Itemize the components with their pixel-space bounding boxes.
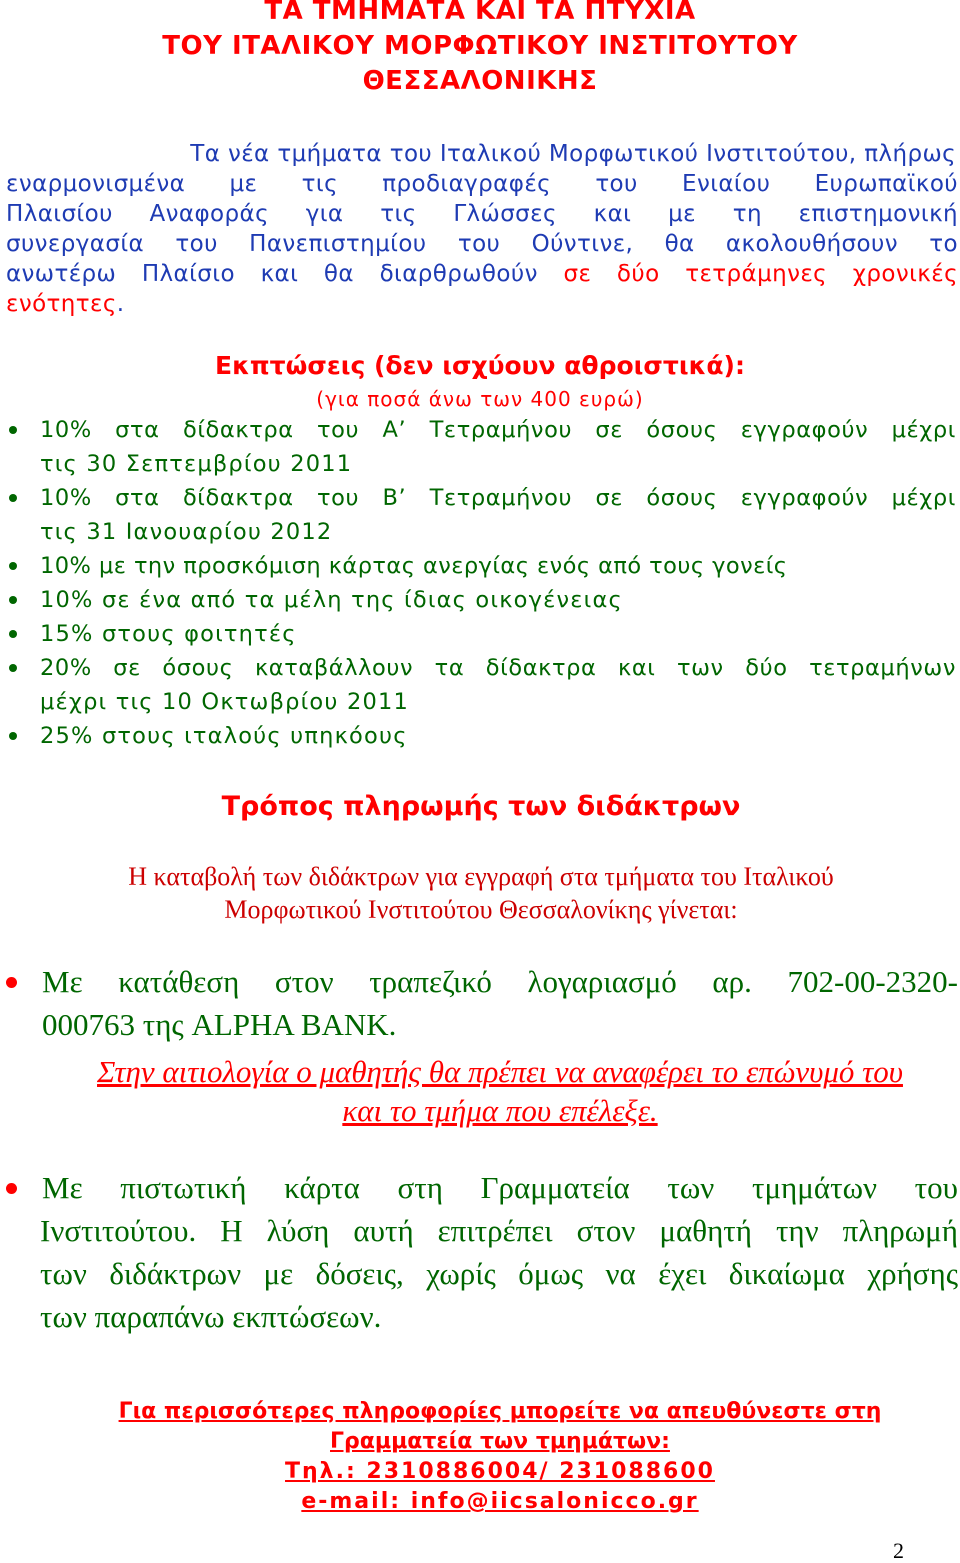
bullet-icon <box>9 494 17 502</box>
payment-title: Τρόπος πληρωμής των διδάκτρων <box>221 791 741 822</box>
credit-card-text: Με πιστωτική κάρτα στη Γραμματεία των τμημάτων του <box>42 1170 958 1205</box>
contact-block <box>0 1397 960 1517</box>
intro-line-2: εναρμονισμένα με τις προδιαγραφές του Ενιαίου Ευρωπαϊκού <box>6 171 958 197</box>
title-line-1: ΤΑ ΤΜΗΜΑΤΑ ΚΑΙ ΤΑ ΠΤΥΧΙΑ <box>264 0 696 26</box>
list-item <box>0 583 960 617</box>
discount-text-cont: μέχρι τις 10 Οκτωβρίου 2011 <box>40 689 410 715</box>
list-item-cont <box>0 1209 960 1338</box>
contact-line-1: Για περισσότερες πληροφορίες μπορείτε να απευθύνεστε στη <box>118 1399 882 1424</box>
bullet-icon <box>6 1183 17 1194</box>
payment-note-line-1: Στην αιτιολογία ο μαθητής θα πρέπει να αναφέρει το επώνυμό του <box>97 1054 903 1089</box>
discounts-title: Εκπτώσεις (δεν ισχύουν αθροιστικά): <box>215 351 745 380</box>
discount-text-cont: τις 30 Σεπτεμβρίου 2011 <box>40 451 353 477</box>
list-item <box>0 481 960 549</box>
payment-methods-list <box>0 960 960 1046</box>
intro-period: . <box>116 291 125 317</box>
payment-note-line-2: και το τμήμα που επέλεξε. <box>342 1093 658 1128</box>
payment-intro <box>0 860 960 926</box>
intro-line-6 <box>6 289 958 319</box>
bank-deposit-text: Με κατάθεση στον τραπεζικό λογαριασμό αρ. 702-00-2320- <box>42 964 958 999</box>
list-item <box>0 960 960 1046</box>
bullet-icon <box>9 426 17 434</box>
title-line-2: ΤΟΥ ΙΤΑΛΙΚΟΥ ΜΟΡΦΩΤΙΚΟΥ ΙΝΣΤΙΤΟΥΤΟΥ <box>162 31 798 61</box>
page-title <box>0 0 960 99</box>
payment-intro-line-2: Μορφωτικού Ινστιτούτου Θεσσαλονίκης γίνεται: <box>224 895 738 924</box>
payment-note <box>0 1052 960 1130</box>
list-item <box>0 549 960 583</box>
list-item <box>0 1166 960 1209</box>
phone-link[interactable]: Τηλ.: 2310886004/ 231088600 <box>285 1459 715 1484</box>
bank-deposit-text-cont: 000763 της ALPHA BANK. <box>42 1007 397 1042</box>
discount-text: 20% σε όσους καταβάλλουν τα δίδακτρα και των δύο τετραμήνων <box>40 655 956 681</box>
intro-highlight-end: ενότητες <box>6 291 117 317</box>
credit-card-text-cont: Ινστιτούτου. Η λύση αυτή επιτρέπει στον μαθητή την πληρωμή <box>40 1213 958 1248</box>
page-number: 2 <box>893 1538 904 1563</box>
discount-text: 15% στους φοιτητές <box>40 621 297 647</box>
discount-text: 25% στους ιταλούς υπηκόους <box>40 723 408 749</box>
list-item <box>0 617 960 651</box>
title-line-3: ΘΕΣΣΑΛΟΝΙΚΗΣ <box>362 66 598 96</box>
intro-line-3: Πλαισίου Αναφοράς για τις Γλώσσες και με τη επιστημονική <box>6 201 958 227</box>
discounts-list <box>0 413 960 753</box>
email-link[interactable]: e-mail: info@iicsalonicco.gr <box>301 1489 699 1514</box>
bullet-icon <box>9 596 17 604</box>
bullet-icon <box>9 562 17 570</box>
bullet-icon <box>9 732 17 740</box>
payment-intro-line-1: Η καταβολή των διδάκτρων για εγγραφή στα τμήματα του Ιταλικού <box>128 862 834 891</box>
discount-text: 10% σε ένα από τα μέλη της ίδιας οικογένειας <box>40 587 623 613</box>
list-item <box>0 413 960 481</box>
discount-text: 10% με την προσκόμιση κάρτας ανεργίας ενός από τους γονείς <box>40 553 788 579</box>
intro-paragraph <box>6 139 958 319</box>
intro-line-5-text: ανωτέρω Πλαίσιο και θα διαρθρωθούν <box>6 261 564 287</box>
credit-card-text-cont: των παραπάνω εκπτώσεων. <box>40 1299 382 1334</box>
credit-card-text-cont: των διδάκτρων με δόσεις, χωρίς όμως να έχει δικαίωμα χρήσης <box>40 1256 958 1291</box>
payment-methods-list-2 <box>0 1166 960 1338</box>
discounts-subtitle: (για ποσά άνω των 400 ευρώ) <box>316 387 644 411</box>
list-item <box>0 651 960 719</box>
intro-line-5 <box>6 259 958 289</box>
intro-line-1: Τα νέα τμήματα του Ιταλικού Μορφωτικού Ινστιτούτου, πλήρως <box>190 141 956 167</box>
intro-highlight: σε δύο τετράμηνες χρονικές <box>563 261 958 287</box>
discount-text: 10% στα δίδακτρα του Α’ Τετραμήνου σε όσους εγγραφούν μέχρι <box>40 417 956 443</box>
discount-text: 10% στα δίδακτρα του Β’ Τετραμήνου σε όσους εγγραφούν μέχρι <box>40 485 956 511</box>
list-item <box>0 719 960 753</box>
bullet-icon <box>9 630 17 638</box>
intro-line-4: συνεργασία του Πανεπιστημίου του Ούντινε, θα ακολουθήσουν το <box>6 231 958 257</box>
discount-text-cont: τις 31 Ιανουαρίου 2012 <box>40 519 333 545</box>
contact-line-2: Γραμματεία των τμημάτων: <box>330 1429 670 1454</box>
bullet-icon <box>9 664 17 672</box>
bullet-icon <box>6 977 17 988</box>
